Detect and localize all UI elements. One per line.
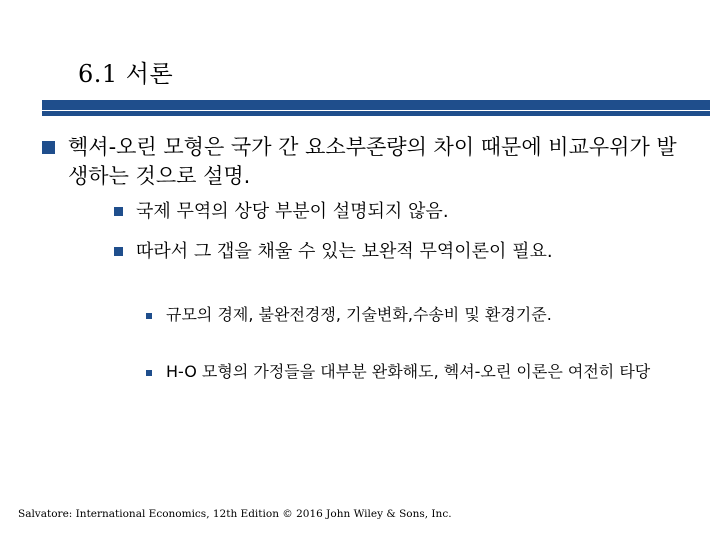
bullet-subsub-2-text: H-O 모형의 가정들을 대부분 완화해도, 헥셔-오린 이론은 여전히 타당 — [166, 362, 651, 381]
bullet-sub-1-text: 국제 무역의 상당 부분이 설명되지 않음. — [136, 201, 449, 222]
title-underline-thin — [42, 111, 710, 116]
bullet-subsub-1 — [146, 303, 686, 326]
bullet-main-text: 헥셔-오린 모형은 국가 간 요소부존량의 차이 때문에 비교우위가 발생하는 것으로 설명. — [68, 135, 677, 188]
bullet-sub-2-text: 따라서 그 갭을 채울 수 있는 보완적 무역이론이 필요. — [136, 241, 553, 262]
square-bullet-icon — [114, 247, 123, 256]
square-bullet-icon — [146, 313, 152, 319]
bullet-sub-2 — [114, 239, 674, 265]
bullet-main — [42, 133, 682, 191]
square-bullet-icon — [114, 207, 123, 216]
bullet-subsub-2 — [146, 360, 686, 383]
bullet-subsub-1-text: 규모의 경제, 불완전경쟁, 기술변화,수송비 및 환경기준. — [166, 305, 552, 324]
square-bullet-icon — [146, 370, 152, 376]
title-underline-thick — [42, 100, 710, 110]
square-bullet-icon — [42, 141, 55, 154]
slide-title: 6.1 서론 — [78, 60, 174, 88]
footer-citation: Salvatore: International Economics, 12th Edition © 2016 John Wiley & Sons, Inc. — [18, 508, 452, 520]
bullet-sub-1 — [114, 199, 674, 225]
